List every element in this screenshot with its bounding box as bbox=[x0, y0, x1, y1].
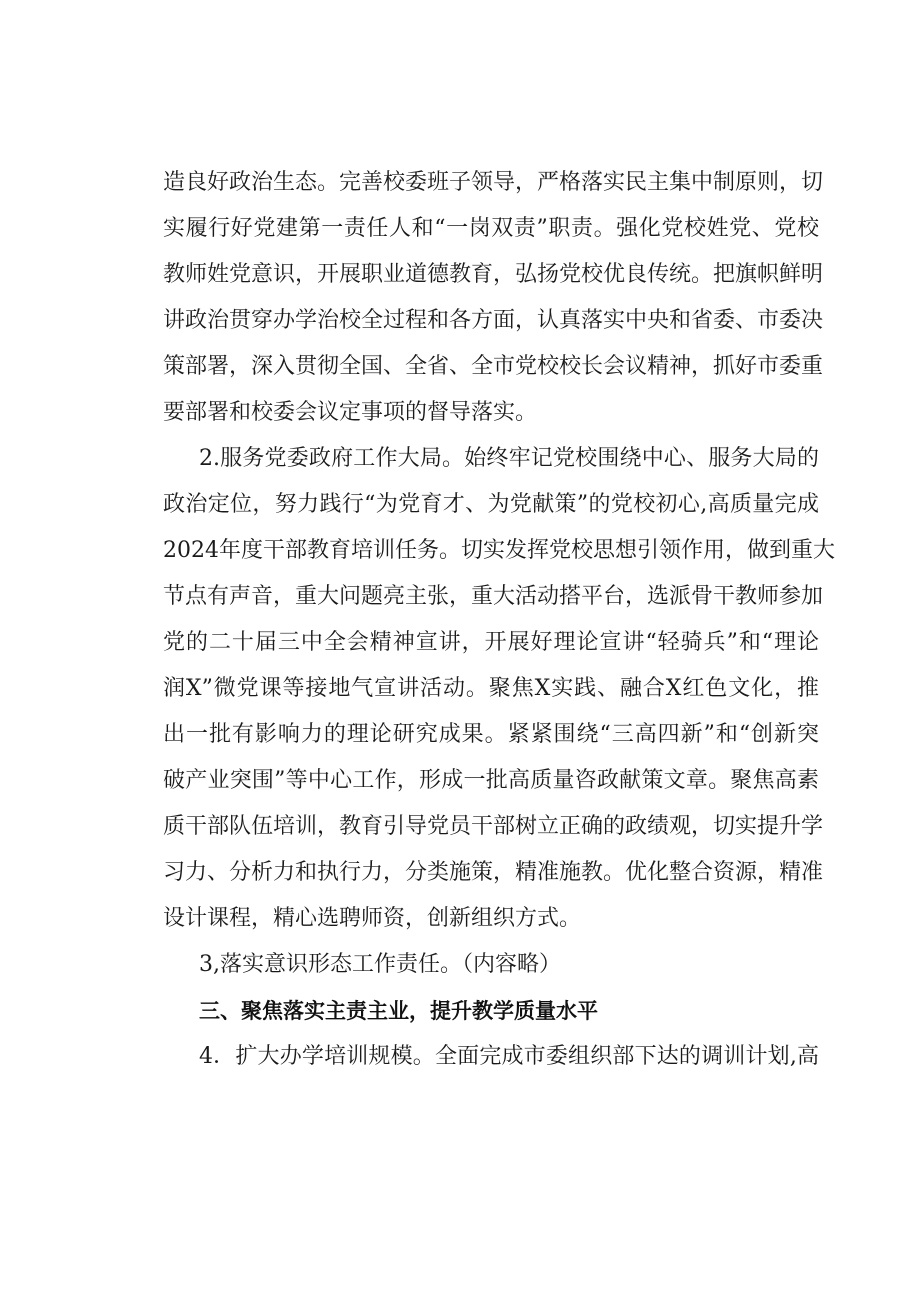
paragraph-line: 2024年度干部教育培训任务。切实发挥党校思想引领作用，做到重大 bbox=[163, 538, 835, 563]
paragraph-line: 讲政治贯穿办学治校全过程和各方面，认真落实中央和省委、市委决 bbox=[163, 308, 824, 333]
paragraph-line: 质干部队伍培训，教育引导党员干部树立正确的政绩观，切实提升学 bbox=[163, 814, 824, 839]
paragraph-line: 策部署，深入贯彻全国、全省、全市党校校长会议精神，抓好市委重 bbox=[163, 354, 824, 379]
paragraph-line: 设计课程，精心选聘师资，创新组织方式。 bbox=[163, 906, 582, 931]
paragraph-line: 造良好政治生态。完善校委班子领导，严格落实民主集中制原则，切 bbox=[163, 170, 824, 195]
paragraph-line: 润X”微党课等接地气宣讲活动。聚焦X实践、融合X红色文化，推 bbox=[163, 676, 819, 701]
paragraph-line: 2.服务党委政府工作大局。始终牢记党校围绕中心、服务大局的 bbox=[199, 446, 819, 471]
paragraph-line: 3,落实意识形态工作责任。（内容略） bbox=[199, 952, 561, 977]
paragraph-line: 实履行好党建第一责任人和“一岗双责”职责。强化党校姓党、党校 bbox=[163, 216, 819, 241]
paragraph-line: 习力、分析力和执行力，分类施策，精准施教。优化整合资源，精准 bbox=[163, 860, 824, 885]
paragraph-line: 要部署和校委会议定事项的督导落实。 bbox=[163, 400, 538, 425]
paragraph-line: 节点有声音，重大问题亮主张，重大活动搭平台，选派骨干教师参加 bbox=[163, 584, 824, 609]
paragraph-line: 出一批有影响力的理论研究成果。紧紧围绕“三高四新”和“创新突 bbox=[163, 722, 819, 747]
document-body bbox=[163, 160, 835, 1080]
paragraph-line: 4．扩大办学培训规模。全面完成市委组织部下达的调训计划,高 bbox=[199, 1044, 819, 1069]
paragraph-line: 破产业突围”等中心工作，形成一批高质量咨政献策文章。聚焦高素 bbox=[163, 768, 819, 793]
section-heading: 三、聚焦落实主责主业，提升教学质量水平 bbox=[199, 999, 598, 1023]
paragraph-line: 教师姓党意识，开展职业道德教育，弘扬党校优良传统。把旗帜鲜明 bbox=[163, 262, 824, 287]
paragraph-line: 党的二十届三中全会精神宣讲，开展好理论宣讲“轻骑兵”和“理论 bbox=[163, 630, 819, 655]
paragraph-line: 政治定位，努力践行“为党育才、为党献策”的党校初心,高质量完成 bbox=[163, 492, 819, 517]
